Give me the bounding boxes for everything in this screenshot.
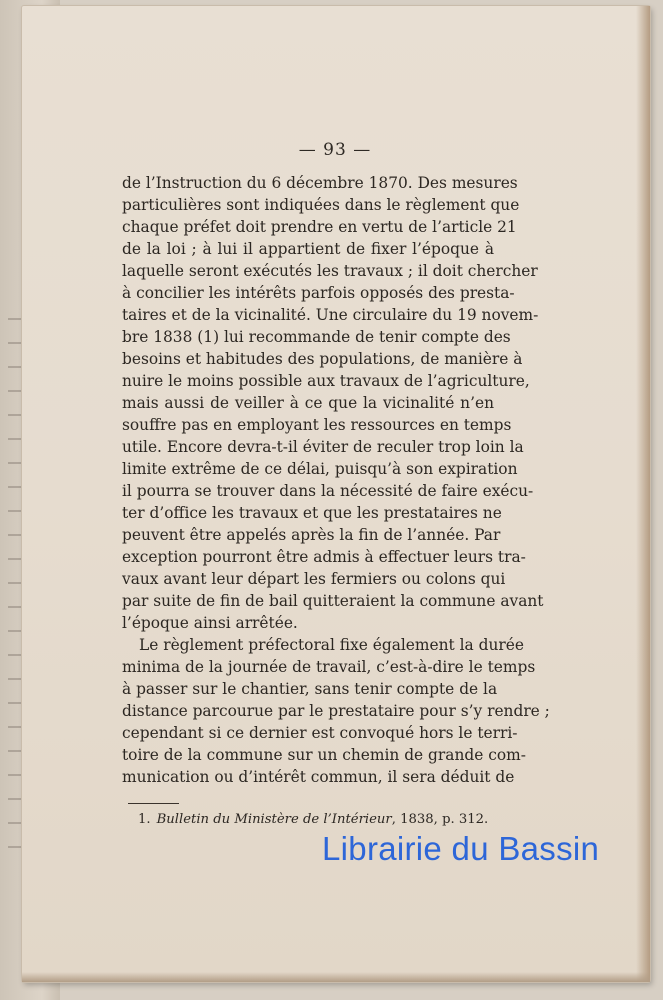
text-line: bre 1838 (1) lui recommande de tenir compte des [122,328,511,346]
text-line: limite extrême de ce délai, puisqu’à son expiration [122,460,518,478]
text-line: il pourra se trouver dans la nécessité de faire exécu- [122,482,534,500]
text-line: minima de la journée de travail, c’est-à-dire le temps [122,658,536,676]
text-line: l’époque ainsi arrêtée. [122,614,298,632]
text-line: distance parcourue par le prestataire pour s’y rendre ; [122,702,550,720]
text-line: particulières sont indiquées dans le règlement que [122,196,520,214]
text-line: taires et de la vicinalité. Une circulaire du 19 novem- [122,306,539,324]
footnote-separator [128,803,179,804]
text-line: utile. Encore devra-t-il éviter de reculer trop loin la [122,438,524,456]
text-line: de la loi ; à lui il appartient de fixer l’époque à [122,240,494,258]
text-line: peuvent être appelés après la fin de l’année. Par [122,526,501,544]
text-line: de l’Instruction du 6 décembre 1870. Des mesures [122,174,518,192]
text-line: nuire le moins possible aux travaux de l’agriculture, [122,372,530,390]
page-number: — 93 — [298,140,372,160]
footnote [138,812,488,827]
text-line: souffre pas en employant les ressources en temps [122,416,512,434]
text-line: ter d’office les travaux et que les prestataires ne [122,504,502,522]
page-bottom-edge [22,972,650,982]
text-line: laquelle seront exécutés les travaux ; il doit chercher [122,262,538,280]
text-line: Le règlement préfectoral fixe également la durée [139,636,524,654]
text-line: chaque préfet doit prendre en vertu de l’article 21 [122,218,517,236]
text-line: munication ou d’intérêt commun, il sera déduit de [122,768,515,786]
text-line: à concilier les intérêts parfois opposés des presta- [122,284,515,302]
text-line: exception pourront être admis à effectuer leurs tra- [122,548,526,566]
text-line: cependant si ce dernier est convoqué hors le terri- [122,724,518,742]
text-line: vaux avant leur départ les fermiers ou colons qui [122,570,506,588]
footnote-title: Bulletin du Ministère de l’Intérieur [156,812,392,827]
footnote-number: 1. [138,812,151,827]
text-line: mais aussi de veiller à ce que la vicinalité n’en [122,394,494,412]
page-right-edge [636,6,650,982]
footnote-reference: , 1838, p. 312. [391,812,489,827]
text-line: besoins et habitudes des populations, de manière à [122,350,523,368]
text-line: toire de la commune sur un chemin de grande com- [122,746,526,764]
text-line: par suite de fin de bail quitteraient la commune avant [122,592,544,610]
watermark: Librairie du Bassin [322,830,600,867]
text-line: à passer sur le chantier, sans tenir compte de la [122,680,498,698]
